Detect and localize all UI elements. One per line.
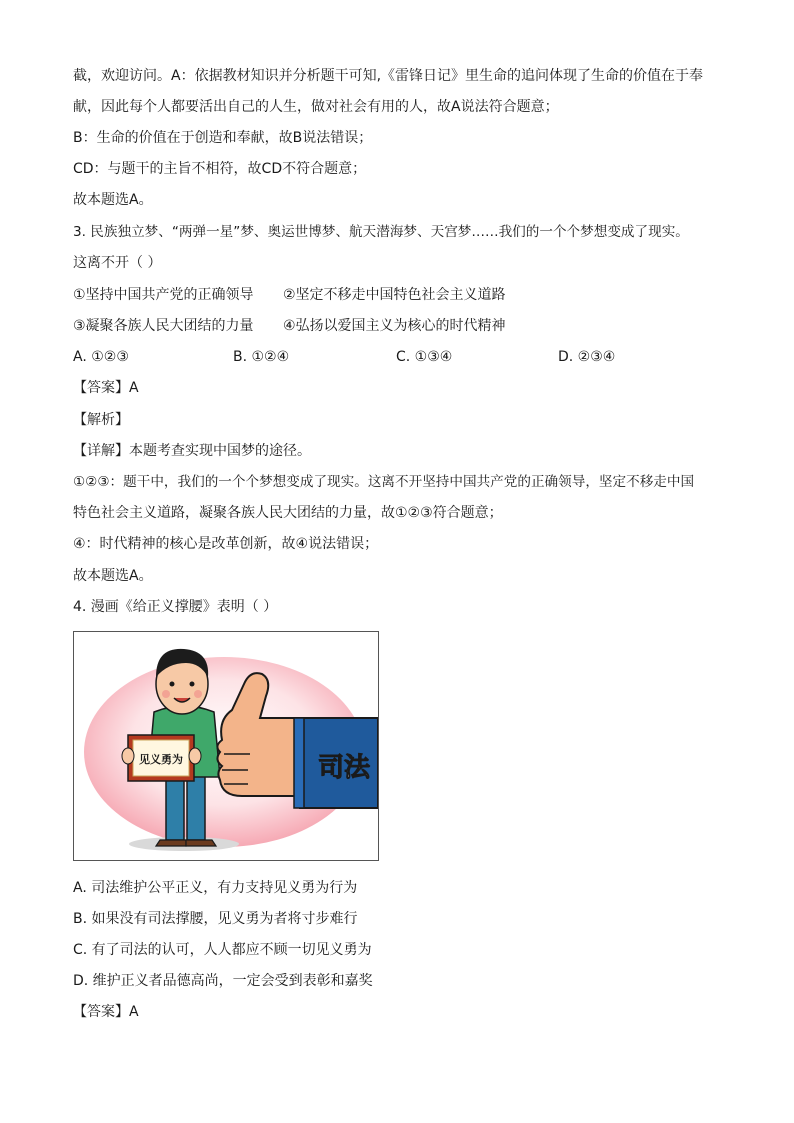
q3-statement-4: ④弘扬以爱国主义为核心的时代精神: [283, 318, 506, 334]
q3-explain-4: 故本题选A。: [73, 568, 153, 584]
line-4: CD：与题干的主旨不相符，故CD不符合题意；: [73, 161, 367, 177]
q3-explain-3: ④：时代精神的核心是改革创新，故④说法错误；: [73, 536, 379, 552]
q3-stem-line-2: 这离不开（ ）: [73, 255, 162, 271]
line-2: 献，因此每个人都要活出自己的人生，做对社会有用的人，故A说法符合题意；: [73, 99, 559, 115]
q3-detail: [73, 441, 311, 461]
q4-answer: [73, 1002, 139, 1022]
q3-explain-2: 特色社会主义道路，凝聚各族人民大团结的力量，故①②③符合题意；: [73, 505, 503, 521]
q3-option-d: D. ②③④: [558, 349, 616, 365]
answer-tag: 【答案】: [73, 1004, 129, 1020]
q3-explain-1: ①②③：题干中，我们的一个个梦想变成了现实。这离不开坚持中国共产党的正确领导，坚定不移走中国: [73, 474, 695, 490]
answer-value: A: [129, 380, 139, 396]
line-3: B：生命的价值在于创造和奉献，故B说法错误；: [73, 130, 373, 146]
cartoon-image: [73, 631, 379, 861]
q3-option-b: B. ①②④: [233, 349, 290, 365]
q4-option-a: A. 司法维护公平正义，有力支持见义勇为行为: [73, 880, 358, 896]
detail-tag: 【详解】: [73, 443, 129, 459]
q4-option-c: C. 有了司法的认可，人人都应不顾一切见义勇为: [73, 942, 372, 958]
q4-stem: 4. 漫画《给正义撑腰》表明（ ）: [73, 599, 278, 615]
q3-analysis-tag: 【解析】: [73, 412, 129, 428]
q3-stem-line-1: 3. 民族独立梦、“两弹一星”梦、奥运世博梦、航天潜海梦、天宫梦……我们的一个个梦想变成了现实。: [73, 224, 689, 240]
detail-text: 本题考查实现中国梦的途径。: [129, 443, 311, 459]
q4-option-b: B. 如果没有司法撑腰，见义勇为者将寸步难行: [73, 911, 358, 927]
q3-option-c: C. ①③④: [396, 349, 453, 365]
q3-statement-2: ②坚定不移走中国特色社会主义道路: [283, 287, 506, 303]
line-1: 截，欢迎访问。A：依据教材知识并分析题干可知,《雷锋日记》里生命的追问体现了生命的价值在于奉: [73, 68, 704, 84]
certificate-text: 见义勇为: [139, 753, 183, 766]
q3-option-a: A. ①②③: [73, 349, 129, 365]
answer-value: A: [129, 1004, 139, 1020]
line-5: 故本题选A。: [73, 192, 153, 208]
sleeve-text: 司法: [317, 753, 371, 783]
q3-statement-3: ③凝聚各族人民大团结的力量: [73, 318, 254, 334]
q3-answer: [73, 378, 139, 398]
q3-statement-1: ①坚持中国共产党的正确领导: [73, 287, 254, 303]
q4-option-d: D. 维护正义者品德高尚，一定会受到表彰和嘉奖: [73, 973, 373, 989]
answer-tag: 【答案】: [73, 380, 129, 396]
